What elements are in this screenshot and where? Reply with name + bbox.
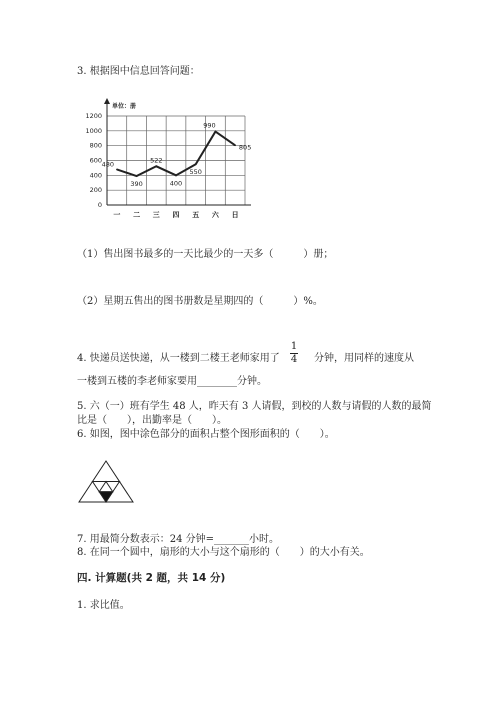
q3-title: 3. 根据图中信息回答问题： bbox=[77, 66, 200, 77]
shaded-triangle bbox=[99, 492, 113, 502]
unit-label: 单位：册 bbox=[112, 103, 137, 110]
q4-line1-b: 分钟，用同样的速度从 bbox=[314, 353, 414, 364]
x-tick-label: 二 bbox=[133, 211, 141, 219]
y-tick-label: 1200 bbox=[85, 112, 102, 120]
data-label: 522 bbox=[150, 156, 163, 165]
q5-line2: 比是（ ），出勤率是（ ）。 bbox=[77, 415, 227, 426]
x-tick-label: 一 bbox=[113, 211, 121, 219]
x-tick-label: 四 bbox=[172, 211, 180, 219]
q4-line2: 一楼到五楼的李老师家要用________分钟。 bbox=[77, 376, 267, 387]
y-tick-label: 0 bbox=[97, 201, 102, 209]
y-tick-label: 1000 bbox=[85, 126, 102, 135]
y-tick-label: 400 bbox=[89, 171, 102, 180]
q3-sub2: （2）星期五售出的图书册数是星期四的（ ）%。 bbox=[77, 296, 323, 307]
section4-title: 四. 计算题(共 2 题，共 14 分) bbox=[77, 572, 226, 584]
triangle-figure bbox=[76, 458, 136, 508]
data-point bbox=[215, 131, 217, 133]
x-tick-label: 三 bbox=[152, 211, 160, 219]
data-label: 480 bbox=[101, 160, 115, 169]
line-chart bbox=[0, 90, 500, 320]
series-line bbox=[117, 132, 235, 177]
x-tick-label: 日 bbox=[231, 211, 239, 219]
q4-fraction bbox=[290, 341, 298, 366]
y-tick-label: 200 bbox=[89, 186, 102, 195]
calc1-line: 1. 求比值。 bbox=[77, 600, 130, 611]
inner-triangle bbox=[99, 482, 113, 492]
q8-line: 8. 在同一个圆中，扇形的大小与这个扇形的（ ）的大小有关。 bbox=[77, 547, 370, 558]
data-label: 550 bbox=[189, 168, 202, 177]
q4-frac-numerator: 1 bbox=[290, 341, 298, 352]
data-point bbox=[116, 169, 118, 171]
q6-line: 6. 如图，图中涂色部分的面积占整个图形面积的（ ）。 bbox=[77, 429, 335, 440]
data-label: 400 bbox=[169, 179, 183, 188]
data-point bbox=[175, 175, 177, 177]
x-tick-label: 六 bbox=[211, 211, 219, 219]
q5-line1: 5. 六（一）班有学生 48 人，昨天有 3 人请假，到校的人数与请假的人数的最简 bbox=[77, 401, 432, 412]
data-label: 390 bbox=[130, 180, 143, 189]
q7-line: 7. 用最简分数表示：24 分钟=_______小时。 bbox=[77, 534, 280, 545]
y-tick-label: 800 bbox=[89, 141, 102, 150]
data-point bbox=[195, 163, 197, 165]
data-point bbox=[136, 175, 138, 177]
x-tick-label: 五 bbox=[192, 211, 200, 219]
q3-sub1: （1）售出图书最多的一天比最少的一天多（ ）册； bbox=[77, 249, 334, 260]
data-label: 990 bbox=[203, 121, 216, 130]
data-point bbox=[234, 144, 236, 146]
data-point bbox=[155, 165, 157, 167]
data-label: 805 bbox=[238, 143, 252, 152]
y-axis-arrow bbox=[104, 98, 110, 104]
y-tick-label: 600 bbox=[89, 156, 102, 165]
q4-line1-a: 4. 快递员送快递，从一楼到二楼王老师家用了 bbox=[77, 353, 280, 364]
q4-frac-denominator: 4 bbox=[290, 354, 298, 365]
